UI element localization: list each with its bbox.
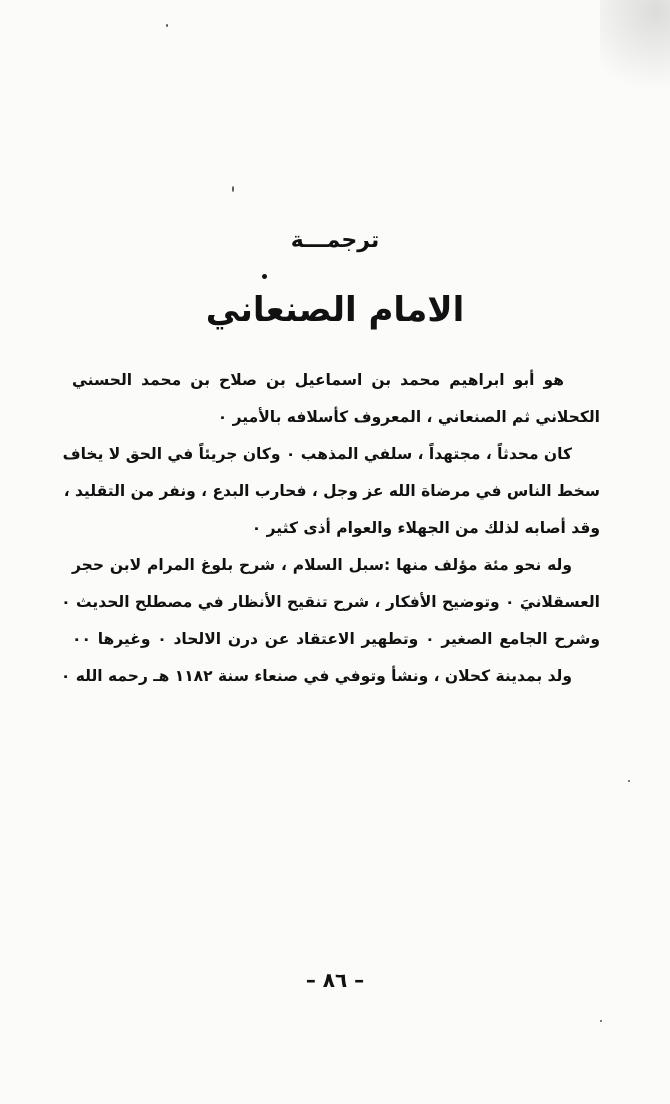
- paragraph-1: [72, 362, 600, 436]
- text-line: كان محدثاً ، مجتهداً ، سلفي المذهب ٠ وكان جريئاً في الحق لا يخاف: [62, 445, 572, 463]
- scan-speck: [232, 186, 234, 192]
- biography-subtitle: ترجمـــة: [290, 228, 380, 253]
- text-line: سخط الناس في مرضاة الله عز وجل ، فحارب البدع ، ونفر من التقليد ،: [63, 482, 600, 500]
- biography-text: [60, 362, 600, 695]
- scan-speck: [166, 24, 168, 27]
- paragraph-2: [62, 436, 600, 547]
- title-dot-ornament: [262, 274, 267, 279]
- text-line: ولد بمدينة كحلان ، ونشأ وتوفي في صنعاء سنة ١١٨٢ هـ رحمه الله ٠: [60, 667, 572, 685]
- text-line: العسقلانيَ ٠ وتوضيح الأفكار ، شرح تنقيح الأنظار في مصطلح الحديث ٠: [61, 593, 600, 611]
- text-line: وقد أصابه لذلك من الجهلاء والعوام أذى كثير ٠: [251, 519, 600, 537]
- scan-speck: [600, 1020, 602, 1022]
- scan-noise: [600, 0, 670, 110]
- paragraph-3: [61, 547, 600, 658]
- text-line: وشرح الجامع الصغير ٠ وتطهير الاعتقاد عن درن الالحاد ٠ وغيرها ٠٠: [72, 630, 600, 648]
- text-line: هو أبو ابراهيم محمد بن اسماعيل بن صلاح بن محمد الحسني: [72, 371, 564, 389]
- paragraph-4: [60, 658, 600, 695]
- text-line: وله نحو مئة مؤلف منها :سبل السلام ، شرح بلوغ المرام لابن حجر: [72, 556, 572, 574]
- text-line: الكحلاني ثم الصنعاني ، المعروف كأسلافه بالأمير ٠: [217, 408, 600, 426]
- page-number: – ٨٦ –: [305, 968, 365, 992]
- page-title: الامام الصنعاني: [205, 290, 465, 330]
- scan-speck: [628, 780, 630, 782]
